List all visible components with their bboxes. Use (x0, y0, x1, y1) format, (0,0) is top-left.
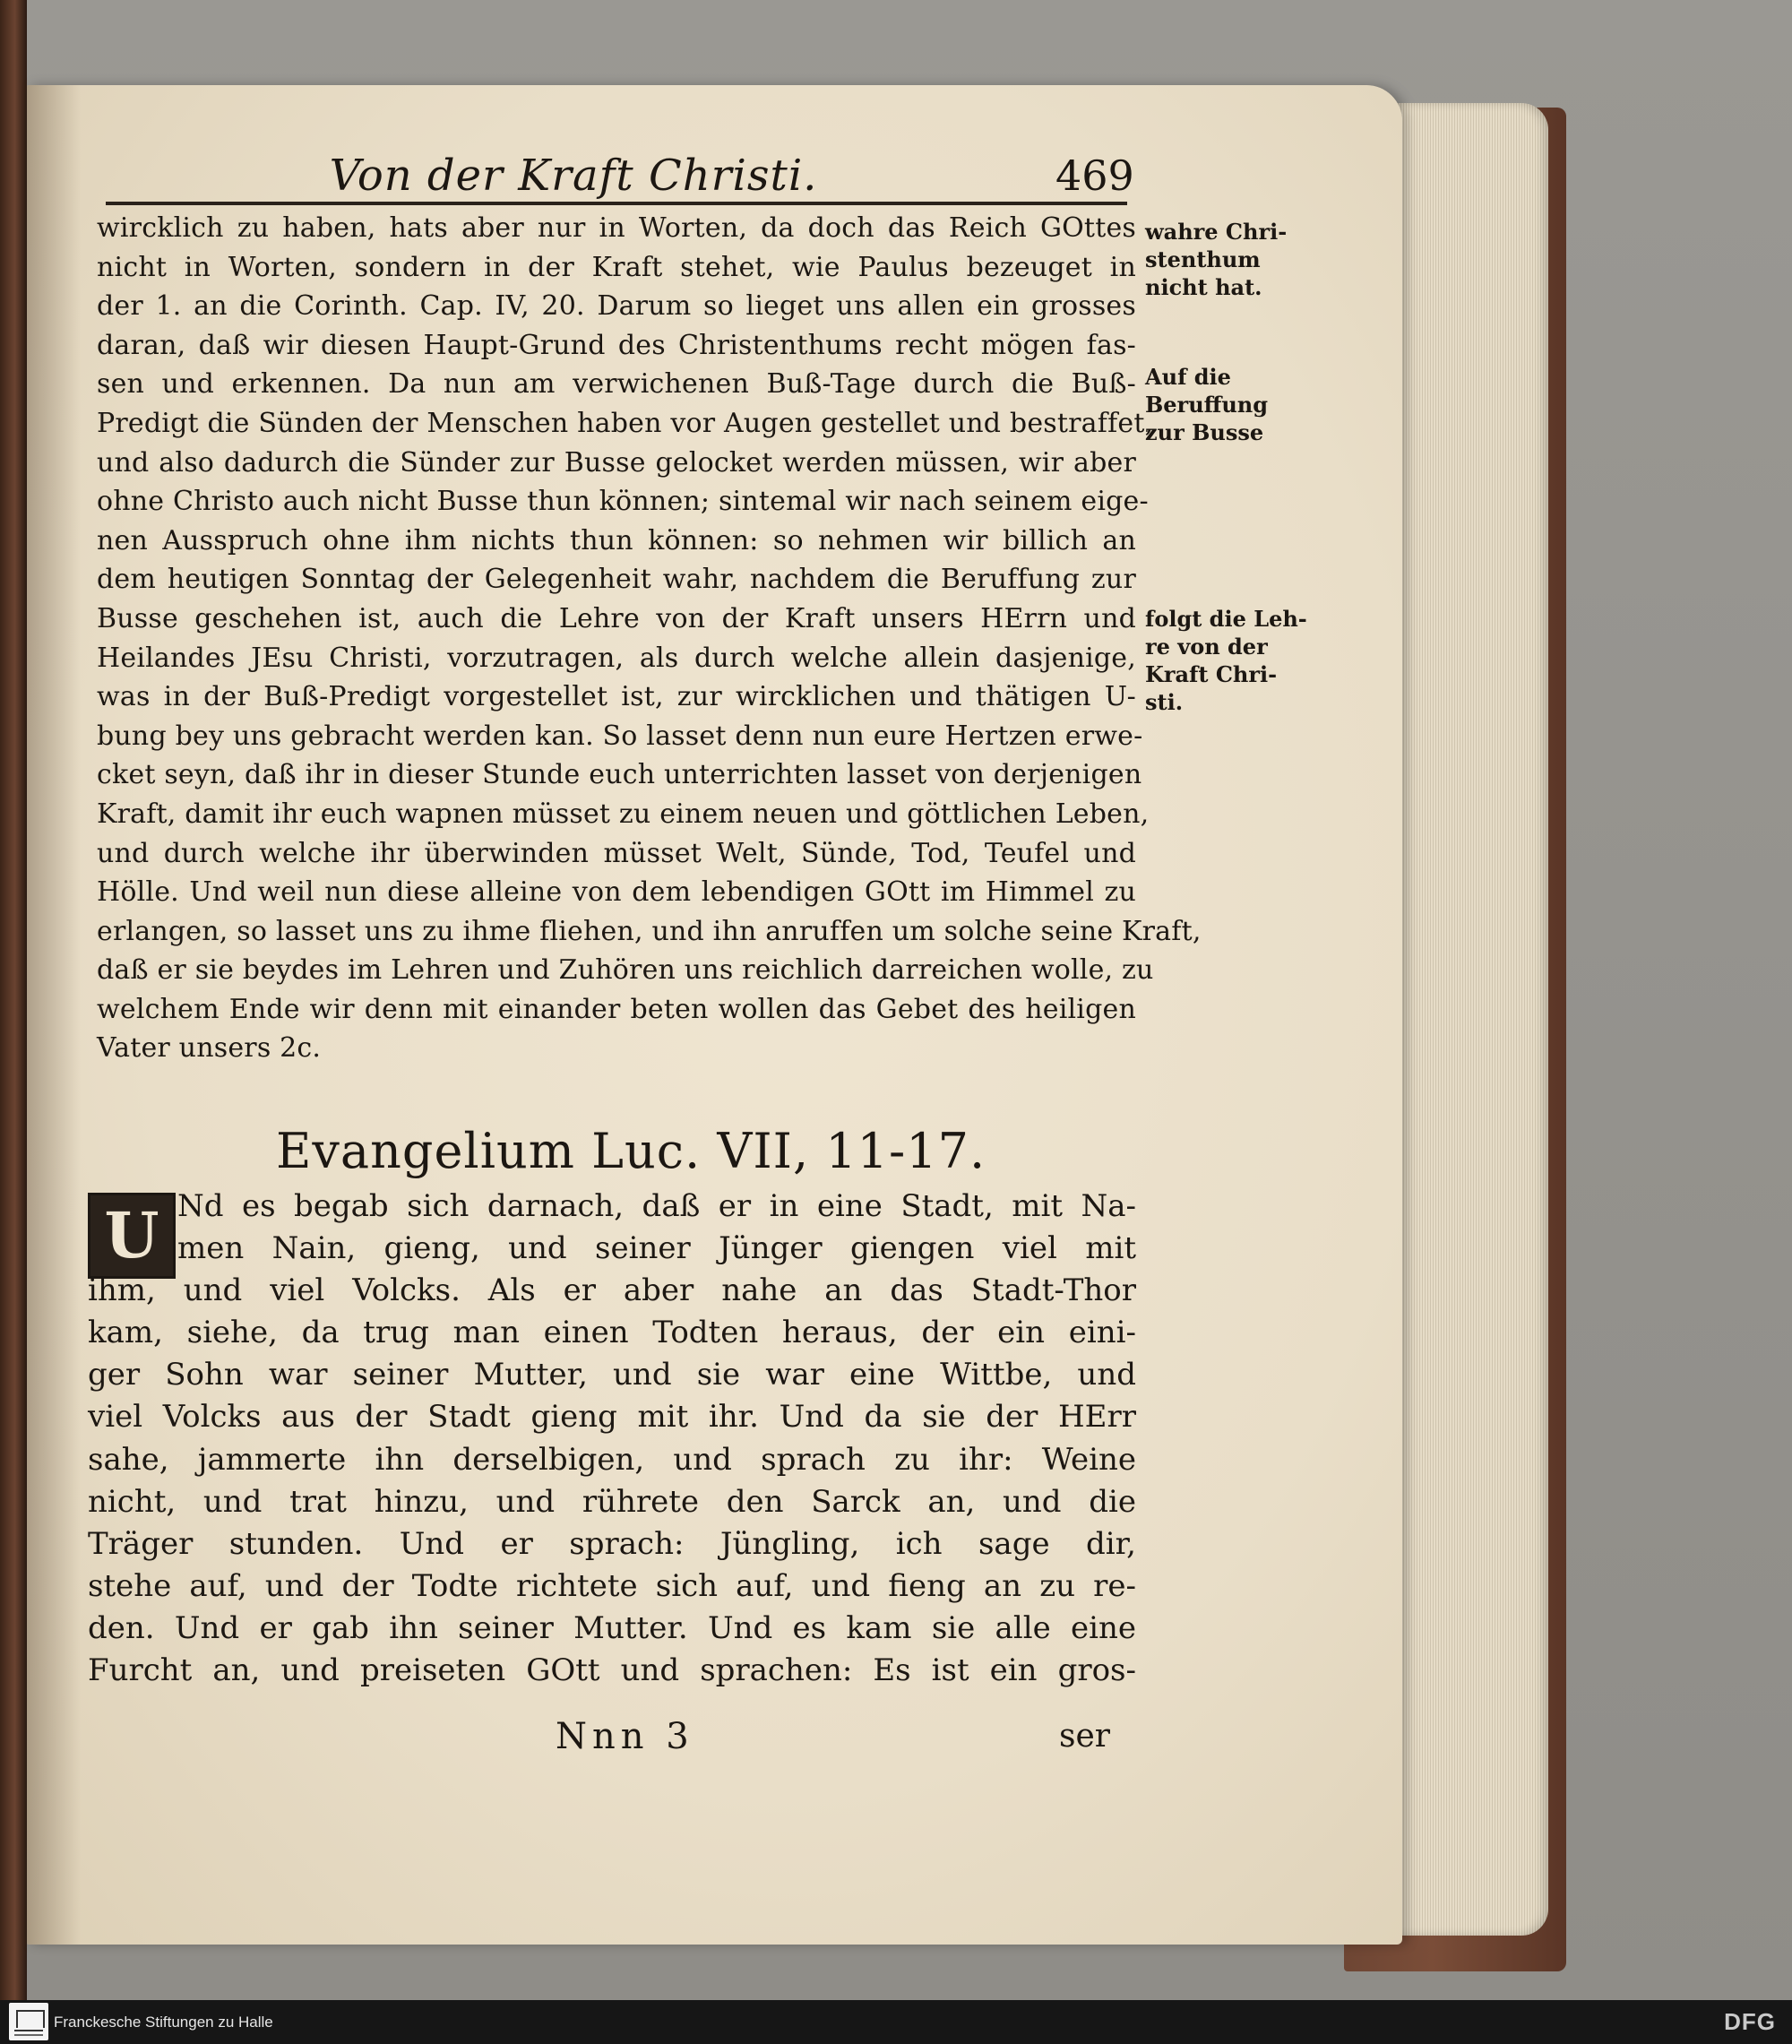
signature-mark: Nnn 3 (556, 1716, 694, 1757)
left-binding (0, 0, 27, 2000)
gospel-line: Träger stunden. Und er sprach: Jüngling, ich sage dir, (88, 1525, 1136, 1562)
text-line: was in der Buß-Predigt vorgestellet ist, zur wircklichen und thätigen U- (97, 681, 1136, 713)
text-line: daran, daß wir diesen Haupt-Grund des Christenthums recht mögen fas- (97, 329, 1136, 361)
text-line: daß er sie beydes im Lehren und Zuhören uns reichlich darreichen wolle, zu (97, 954, 1154, 987)
gospel-line: ihm, und viel Volcks. Als er aber nahe an das Stadt-Thor (88, 1272, 1136, 1309)
text-line: Kraft, damit ihr euch wapnen müsset zu einem neuen und göttlichen Leben, (97, 798, 1150, 830)
gospel-line: men Nain, gieng, und seiner Jünger giengen viel mit (177, 1230, 1136, 1267)
gospel-line: nicht, und trat hinzu, und rührete den Sarck an, und die (88, 1483, 1136, 1520)
provider-logo-icon[interactable] (9, 2003, 48, 2040)
footer-bar (0, 2000, 1792, 2044)
marginal-line: zur Busse (1145, 419, 1264, 445)
marginal-line: Beruffung (1145, 392, 1269, 418)
text-line: der 1. an die Corinth. Cap. IV, 20. Darum so lieget uns allen ein grosses (97, 290, 1136, 323)
marginal-line: folgt die Leh- (1145, 606, 1307, 632)
catchword: ser (1059, 1718, 1110, 1755)
provider-name[interactable]: Franckesche Stiftungen zu Halle (54, 2014, 273, 2031)
text-line: cket seyn, daß ihr in dieser Stunde euch unterrichten lasset von derjenigen (97, 759, 1142, 791)
drop-cap-initial: U (88, 1193, 176, 1279)
marginal-line: nicht hat. (1145, 274, 1262, 300)
text-line: welchem Ende wir denn mit einander beten wollen das Gebet des heiligen (97, 993, 1136, 1025)
text-line: dem heutigen Sonntag der Gelegenheit wahr, nachdem die Beruffung zur (97, 564, 1136, 596)
text-line: Hölle. Und weil nun diese alleine von dem lebendigen GOtt im Himmel zu (97, 876, 1136, 909)
gutter-shadow (27, 85, 81, 1945)
text-line: Vater unsers 2c. (97, 1032, 322, 1065)
header-rule (106, 202, 1127, 205)
gospel-heading: Evangelium Luc. VII, 11-17. (276, 1123, 986, 1179)
text-line: erlangen, so lasset uns zu ihme fliehen, und ihn anruffen um solche seine Kraft, (97, 915, 1202, 947)
text-line: Heilandes JEsu Christi, vorzutragen, als durch welche allein dasjenige, (97, 642, 1136, 674)
text-line: nicht in Worten, sondern in der Kraft stehet, wie Paulus bezeuget in (97, 251, 1136, 283)
text-line: bung bey uns gebracht werden kan. So lasset denn nun eure Hertzen erwe- (97, 720, 1143, 752)
text-line: Predigt die Sünden der Menschen haben vor Augen gestellet und bestraffet, (97, 407, 1154, 439)
marginal-line: stenthum (1145, 246, 1261, 272)
running-title: Von der Kraft Christi. (329, 151, 818, 201)
marginal-line: wahre Chri- (1145, 219, 1288, 245)
gospel-text (88, 1186, 1136, 1692)
text-line: und also dadurch die Sünder zur Busse gelocket werden müssen, wir aber (97, 446, 1136, 479)
text-line: ohne Christo auch nicht Busse thun können; sintemal wir nach seinem eige- (97, 486, 1149, 518)
marginal-note (1145, 363, 1324, 446)
marginal-line: Auf die (1145, 364, 1231, 390)
page-number: 469 (1055, 151, 1134, 200)
marginal-line: sti. (1145, 689, 1184, 715)
text-line: und durch welche ihr überwinden müsset Welt, Sünde, Tod, Teufel und (97, 837, 1136, 869)
text-line: nen Ausspruch ohne ihm nichts thun können: so nehmen wir billich an (97, 524, 1136, 556)
gospel-line: stehe auf, und der Todte richtete sich auf, und fieng an zu re- (88, 1567, 1136, 1604)
gospel-line: den. Und er gab ihn seiner Mutter. Und es kam sie alle eine (88, 1609, 1136, 1646)
text-line: Busse geschehen ist, auch die Lehre von der Kraft unsers HErrn und (97, 602, 1136, 634)
dfg-logo[interactable]: DFG (1724, 2008, 1776, 2035)
text-line: wircklich zu haben, hats aber nur in Worten, da doch das Reich GOttes (97, 212, 1136, 244)
gospel-line: sahe, jammerte ihn derselbigen, und sprach zu ihr: Weine (88, 1441, 1136, 1478)
text-line: sen und erkennen. Da nun am verwichenen Buß-Tage durch die Buß- (97, 368, 1136, 401)
gospel-line: Furcht an, und preiseten GOtt und sprachen: Es ist ein gros- (88, 1652, 1136, 1689)
marginal-note (1145, 605, 1324, 716)
book-page (27, 85, 1402, 1945)
gospel-line: viel Volcks aus der Stadt gieng mit ihr. Und da sie der HErr (88, 1399, 1136, 1436)
marginal-note (1145, 218, 1324, 301)
marginal-line: re von der (1145, 634, 1268, 660)
gospel-line: ger Sohn war seiner Mutter, und sie war eine Wittbe, und (88, 1357, 1136, 1393)
marginal-line: Kraft Chri- (1145, 661, 1278, 687)
gospel-line: kam, siehe, da trug man einen Todten heraus, der ein eini- (88, 1315, 1136, 1351)
gospel-line: Nd es begab sich darnach, daß er in eine Stadt, mit Na- (177, 1188, 1136, 1224)
